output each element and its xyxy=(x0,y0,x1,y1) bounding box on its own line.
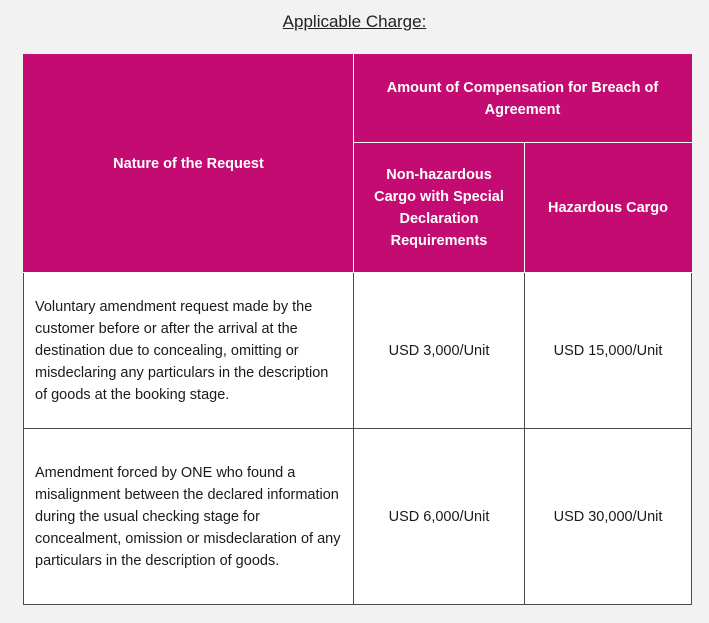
row-hazardous-value: USD 30,000/Unit xyxy=(525,429,692,605)
page-title: Applicable Charge: xyxy=(282,12,427,31)
row-non-hazardous-value: USD 6,000/Unit xyxy=(354,429,525,605)
row-hazardous-value: USD 15,000/Unit xyxy=(525,273,692,429)
header-non-hazardous: Non-hazardous Cargo with Special Declaration Requirements xyxy=(354,143,525,273)
header-compensation: Amount of Compensation for Breach of Agreement xyxy=(354,55,692,143)
table-row xyxy=(24,273,692,429)
row-description: Voluntary amendment request made by the customer before or after the arrival at the destination due to concealing, omitting or misdeclaring any particulars in the description of goods at the booking stage. xyxy=(24,273,354,429)
header-hazardous: Hazardous Cargo xyxy=(525,143,692,273)
header-nature: Nature of the Request xyxy=(24,55,354,273)
table-row xyxy=(24,429,692,605)
row-non-hazardous-value: USD 3,000/Unit xyxy=(354,273,525,429)
header-row xyxy=(24,55,692,143)
row-description: Amendment forced by ONE who found a misalignment between the declared information during the usual checking stage for concealment, omission or misdeclaration of any particulars in the description of goods. xyxy=(24,429,354,605)
charge-table xyxy=(23,54,692,605)
